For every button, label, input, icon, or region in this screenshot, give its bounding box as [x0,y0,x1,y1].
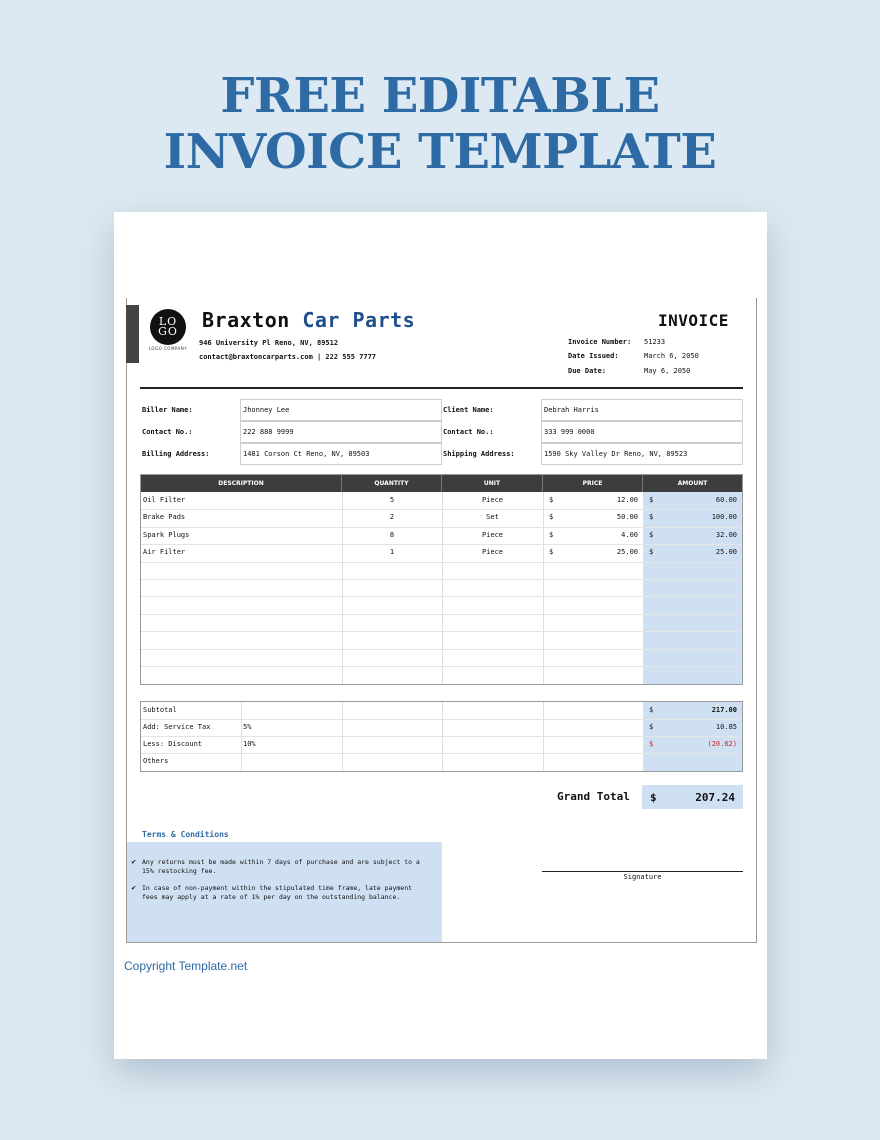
due-date[interactable]: May 6, 2050 [644,367,691,375]
item-unit[interactable]: Piece [481,548,504,557]
item-price-currency[interactable]: $ [549,530,554,539]
signature-line[interactable] [542,871,743,872]
company-name-part1: Braxton [202,308,290,332]
header-quantity: QUANTITY [342,475,442,492]
heading-line-2: INVOICE TEMPLATE [163,124,717,180]
header-divider [140,387,743,389]
client-name-field[interactable]: Debrah Harris [541,399,743,421]
item-amount[interactable]: 60.00 [715,496,737,504]
item-unit[interactable]: Piece [481,496,504,504]
header-amount: AMOUNT [677,480,708,487]
signature-label: Signature [623,873,662,881]
item-description[interactable]: Oil Filter [143,496,186,504]
shipping-address-field[interactable]: 1590 Sky Valley Dr Reno, NV, 89523 [541,443,743,465]
item-price[interactable]: 12.00 [616,496,638,504]
item-amount-currency[interactable]: $ [649,530,654,539]
terms-box [127,842,442,942]
term-item [131,858,431,876]
col-divider [643,492,644,684]
logo-subtitle: LOGO COMPANY [148,346,188,351]
terms-title: Terms & Conditions [142,830,229,839]
company-name-part2: Car Parts [302,308,416,332]
item-amount[interactable]: 100.00 [711,513,737,522]
item-price[interactable]: 4.00 [621,530,638,539]
item-quantity[interactable]: 2 [389,513,395,522]
grand-total-label: Grand Total [557,790,630,803]
row-divider [141,649,742,650]
item-quantity[interactable]: 1 [389,548,395,557]
row-divider [141,753,742,754]
item-quantity[interactable]: 5 [389,496,395,504]
header-description: DESCRIPTION [141,475,342,492]
tax-rate[interactable]: 5% [243,723,252,731]
grand-total-value: 207.24 [695,791,735,804]
check-icon: ✔ [131,884,137,892]
line-items-table [140,474,743,685]
row-divider [141,562,742,563]
subtotal-label: Subtotal [143,706,177,714]
currency-symbol: $ [649,723,654,731]
row-divider [141,614,742,615]
invoice-title: INVOICE [658,311,729,330]
biller-name-label: Biller Name: [142,406,193,414]
term-text: In case of non-payment within the stipulated time frame, late payment fees may apply at a rate of 1% per day on the outstanding balance. [142,884,413,901]
tax-value: 10.85 [715,723,737,731]
item-description[interactable]: Air Filter [143,548,186,557]
tax-label: Add: Service Tax [143,723,211,731]
biller-name-field[interactable]: Jhonney Lee [240,399,442,421]
item-amount-currency[interactable]: $ [649,513,654,522]
item-price-currency[interactable]: $ [549,548,554,557]
item-price[interactable]: 50.00 [616,513,638,522]
subtotal-value: 217.00 [711,706,737,714]
item-price-currency[interactable]: $ [549,496,554,504]
item-amount[interactable]: 25.00 [715,548,737,557]
row-divider [141,579,742,580]
item-unit[interactable]: Piece [481,530,504,539]
shipping-address-label: Shipping Address: [443,450,515,458]
term-item [131,884,431,902]
currency-symbol: $ [649,740,654,748]
item-amount[interactable]: 32.00 [715,530,737,539]
invoice-number[interactable]: 51233 [644,338,666,346]
invoice-number-label: Invoice Number: [568,338,632,346]
header-price: PRICE [543,475,643,492]
row-divider [141,596,742,597]
item-unit[interactable]: Set [486,513,499,522]
discount-label: Less: Discount [143,740,203,748]
grand-total-box [642,785,743,809]
item-amount-currency[interactable]: $ [649,548,654,557]
discount-value: (20.62) [707,740,737,748]
item-price[interactable]: 25.00 [616,548,638,557]
item-description[interactable]: Brake Pads [143,513,186,522]
client-contact-label: Contact No.: [443,428,494,436]
biller-contact-field[interactable]: 222 888 9999 [240,421,442,443]
client-contact-field[interactable]: 333 999 0000 [541,421,743,443]
row-divider [141,631,742,632]
item-price-currency[interactable]: $ [549,513,554,522]
term-text: Any returns must be made within 7 days of purchase and are subject to a 15% restocking fee. [142,858,420,875]
item-quantity[interactable]: 8 [389,530,395,539]
page-heading [0,68,880,180]
logo-text-2: GO [158,325,178,338]
biller-contact-label: Contact No.: [142,428,193,436]
date-issued-label: Date Issued: [568,352,619,360]
check-icon: ✔ [131,858,137,866]
col-divider [543,492,544,684]
item-description[interactable]: Spark Plugs [143,530,190,539]
item-amount-currency[interactable]: $ [649,496,654,504]
currency-symbol: $ [649,706,654,714]
info-row-address [140,443,743,465]
company-contact: contact@braxtoncarparts.com | 222 555 7777 [199,353,377,361]
row-divider [141,666,742,667]
info-row-name [140,399,743,421]
client-name-label: Client Name: [443,406,494,414]
copyright-link[interactable]: Copyright Template.net [124,959,248,973]
billing-address-field[interactable]: 1481 Corson Ct Reno, NV, 89503 [240,443,442,465]
discount-rate[interactable]: 10% [243,740,256,748]
table-header [141,475,742,492]
date-issued[interactable]: March 6, 2050 [644,352,699,360]
header-unit: UNIT [442,475,543,492]
others-label: Others [143,757,169,765]
info-row-contact [140,421,743,443]
logo-text-1: LO [158,315,178,328]
totals-table [140,701,743,772]
heading-line-1: FREE EDITABLE [220,68,660,124]
company-address: 946 University Pl Reno, NV, 89512 [199,339,339,347]
billing-address-label: Billing Address: [142,450,210,458]
company-name [202,308,415,332]
company-logo [150,309,186,345]
currency-symbol: $ [650,791,657,804]
header-accent-bar [126,305,139,363]
due-date-label: Due Date: [568,367,606,375]
